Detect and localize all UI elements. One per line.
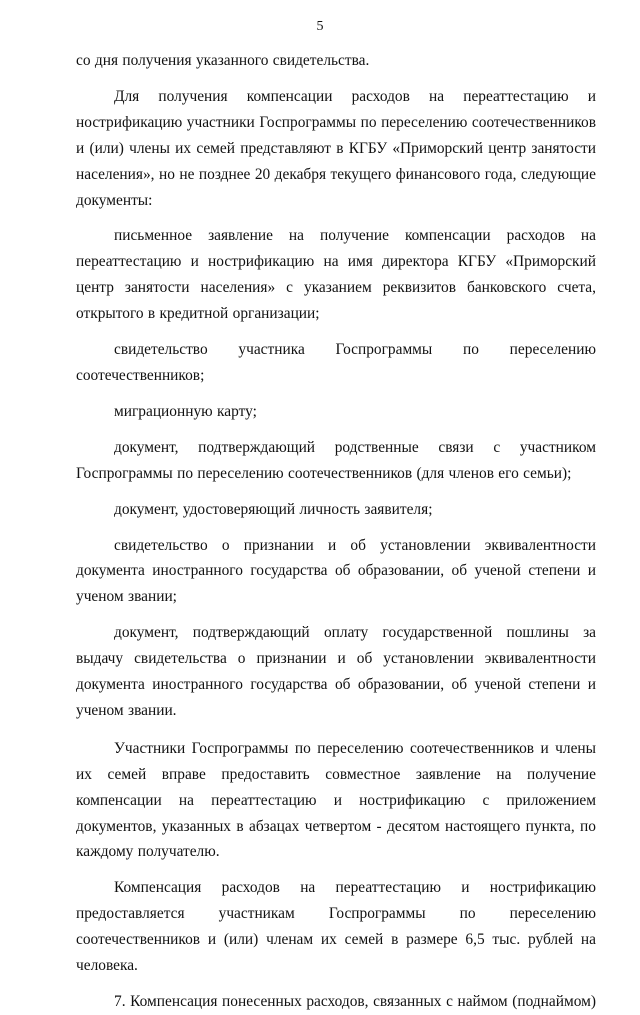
paragraph-kinship-document: документ, подтверждающий родственные связи с участником Госпрограммы по переселению соотечественников (для членов его семьи); [76, 438, 596, 482]
paragraph-migration-card: миграционную карту; [114, 402, 257, 420]
paragraph-identity-document: документ, удостоверяющий личность заявителя; [114, 500, 433, 518]
paragraph-compensation-amount: Компенсация расходов на переаттестацию и нострификацию предоставляется участникам Госпрограммы по переселению соотечественников и (или) членам их семей в размере 6,5 тыс. рублей на человека. [76, 879, 596, 975]
paragraph-participant-certificate: свидетельство участника Госпрограммы по переселению соотечественников; [76, 341, 596, 384]
paragraph-continuation: со дня получения указанного свидетельства. [76, 52, 370, 69]
paragraph-joint-application: Участники Госпрограммы по переселению соотечественников и члены их семей вправе предоставить совместное заявление на получение компенсации на переаттестацию и нострификацию с приложением документов, указанных в абзацах четвертом - десятом настоящего пункта, по каждому получателю. [76, 739, 596, 861]
document-body [76, 48, 596, 1015]
paragraph-item-7-rent-compensation: 7. Компенсация понесенных расходов, связанных с наймом (поднаймом) [114, 993, 596, 1010]
paragraph-written-application: письменное заявление на получение компенсации расходов на переаттестацию и нострификацию на имя директора КГБУ «Приморский центр занятости населения» с указанием реквизитов банковского счета, открытого в кредитной организации; [76, 227, 596, 323]
paragraph-state-fee-document: документ, подтверждающий оплату государственной пошлины за выдачу свидетельства о признании и об установлении эквивалентности документа иностранного государства об образовании, об ученой степени и ученом звании. [76, 624, 596, 719]
paragraph-equivalence-certificate: свидетельство о признании и об установлении эквивалентности документа иностранного государства об образовании, об ученой степени и ученом звании; [76, 536, 596, 606]
paragraph-compensation-documents-intro: Для получения компенсации расходов на переаттестацию и нострификацию участники Госпрограммы по переселению соотечественников и (или) члены их семей представляют в КГБУ «Приморский центр занятости населения», но не позднее 20 декабря текущего финансового года, следующие документы: [76, 87, 596, 209]
page-number: 5 [316, 19, 324, 34]
